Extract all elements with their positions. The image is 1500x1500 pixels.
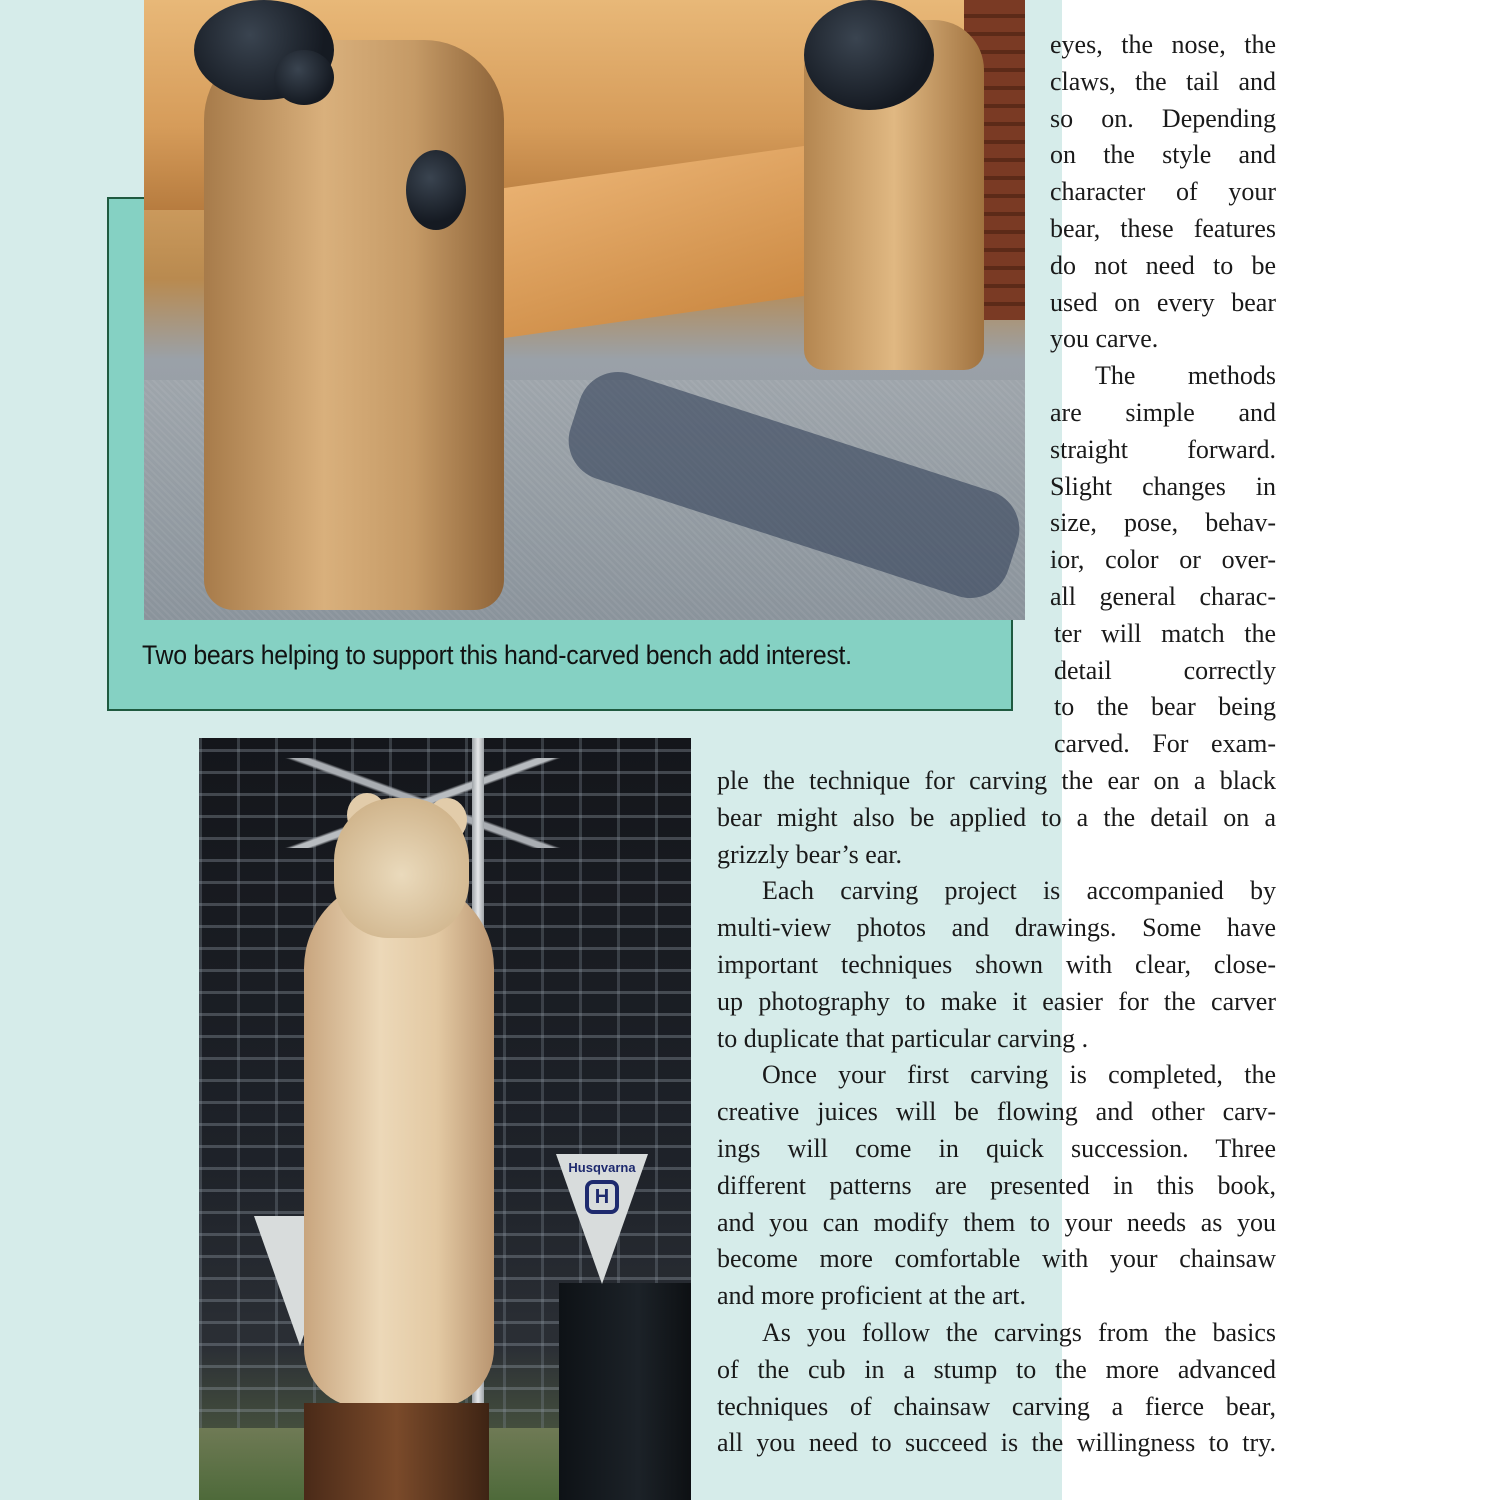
paragraph-start-line: The methods: [1095, 361, 1276, 391]
text-line: different patterns are presented in this book,: [717, 1170, 1276, 1200]
text-line: ior, color or over-: [1050, 545, 1276, 575]
bear-base-stump: [304, 1403, 489, 1500]
text-line: bear might also be applied to a the detail on a: [717, 802, 1276, 832]
text-line: Slight changes in: [1050, 471, 1276, 501]
bear-cub-middle: [406, 150, 466, 230]
bear-cub-right: [804, 0, 934, 110]
text-line: and more proficient at the art.: [717, 1281, 1026, 1311]
text-line: all you need to succeed is the willingness to try.: [717, 1428, 1276, 1458]
standing-bear-photo: [199, 738, 691, 1500]
text-line: eyes, the nose, the: [1050, 30, 1276, 59]
bench-photo: [144, 0, 1025, 620]
trash-bin: [559, 1283, 691, 1500]
carved-bear-head: [334, 798, 469, 938]
text-line: become more comfortable with your chainsaw: [717, 1244, 1276, 1274]
bench-photo-caption: Two bears helping to support this hand-carved bench add interest.: [142, 640, 852, 670]
text-line: of the cub in a stump to the more advanced: [717, 1354, 1276, 1384]
husqvarna-logo-icon: H: [585, 1180, 619, 1214]
text-line: ter will match the: [1054, 618, 1276, 648]
text-line: all general charac-: [1050, 581, 1276, 611]
text-line: character of your: [1050, 177, 1276, 207]
wide-text-column: [717, 763, 1276, 1462]
text-line: size, pose, behav-: [1050, 508, 1276, 538]
text-line: to duplicate that particular carving .: [717, 1023, 1089, 1053]
text-line: and you can modify them to your needs as you: [717, 1207, 1276, 1237]
left-stump-support: [204, 40, 504, 610]
text-line: carved. For exam-: [1054, 729, 1276, 759]
text-line: do not need to be: [1050, 250, 1276, 280]
text-line: straight forward.: [1050, 434, 1276, 464]
pennant-brand-label: Husqvarna: [568, 1160, 636, 1175]
text-line: so on. Depending: [1050, 103, 1276, 133]
text-line: are simple and: [1050, 397, 1276, 427]
text-line: grizzly bear’s ear.: [717, 839, 903, 869]
paragraph-start-line: As you follow the carvings from the basics: [762, 1317, 1276, 1347]
text-line: to the bear being: [1054, 692, 1276, 722]
text-line: you carve.: [1050, 324, 1159, 354]
narrow-text-column: [1050, 27, 1276, 763]
bear-cub-left-paw: [274, 50, 334, 105]
text-line: creative juices will be flowing and other carv-: [717, 1097, 1276, 1127]
text-line: ings will come in quick succession. Three: [717, 1133, 1276, 1163]
text-line: important techniques shown with clear, close-: [717, 949, 1276, 979]
text-line: bear, these features: [1050, 213, 1276, 243]
text-line: multi-view photos and drawings. Some have: [717, 913, 1276, 943]
text-line: claws, the tail and: [1050, 66, 1276, 96]
paragraph-start-line: Each carving project is accompanied by: [762, 876, 1276, 906]
carved-bear-body: [304, 878, 494, 1408]
paragraph-start-line: Once your first carving is completed, the: [762, 1060, 1276, 1090]
text-line: ple the technique for carving the ear on a black: [717, 766, 1276, 795]
text-line: up photography to make it easier for the carver: [717, 986, 1276, 1016]
text-line: detail correctly: [1054, 655, 1276, 685]
text-line: on the style and: [1050, 140, 1276, 170]
text-line: used on every bear: [1050, 287, 1276, 317]
text-line: techniques of chainsaw carving a fierce bear,: [717, 1391, 1276, 1421]
